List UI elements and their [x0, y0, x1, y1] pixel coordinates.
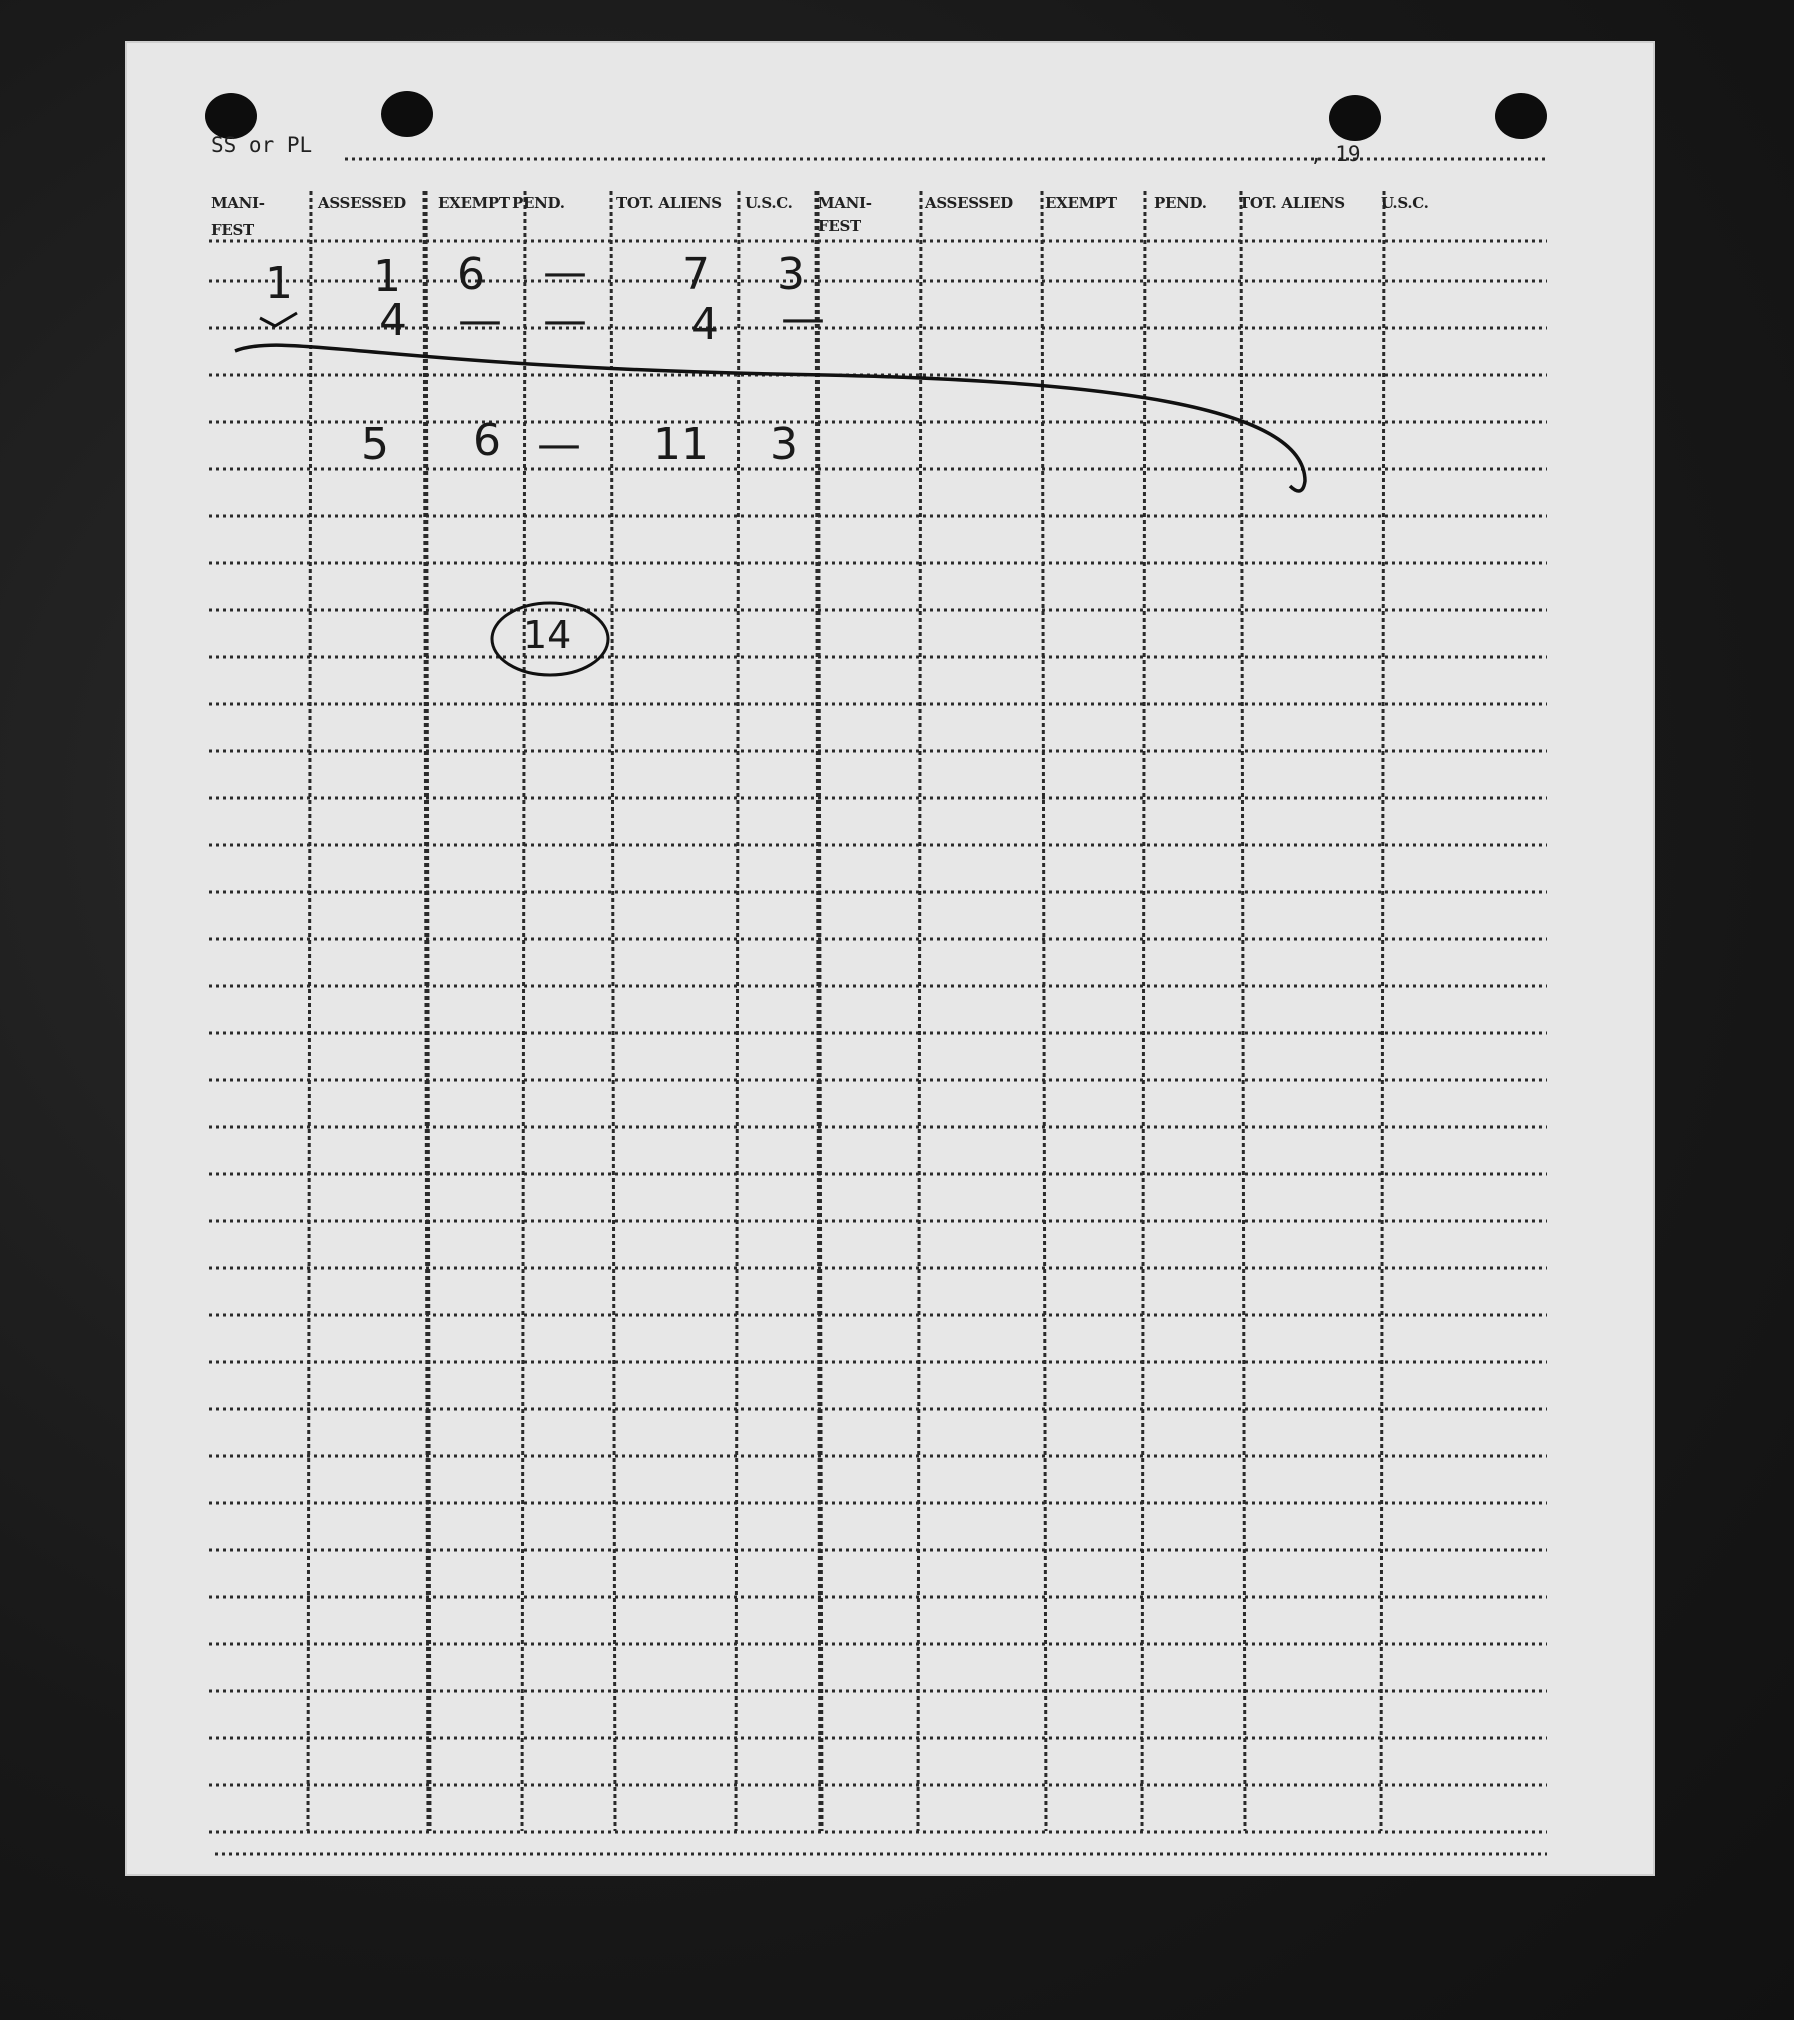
ss-or-pl-label: SS or PL: [211, 133, 313, 157]
header-manifest-cont: FEST: [211, 221, 254, 239]
total-pend: —: [537, 419, 581, 470]
header-assessed-right: ASSESSED: [925, 194, 1013, 212]
punch-hole: [381, 91, 433, 137]
column-rules: [308, 191, 1384, 1831]
row2-usc: —: [781, 293, 825, 344]
form-grid: [125, 41, 1655, 1876]
row1-exempt: 6: [457, 249, 485, 300]
column-rule: [736, 191, 739, 1831]
column-rule: [1142, 191, 1145, 1831]
total-exempt: 6: [473, 415, 501, 466]
header-assessed: ASSESSED: [318, 194, 406, 212]
header-manifest-right: MANI-: [818, 194, 872, 212]
column-rule: [1241, 191, 1245, 1831]
manifest-form-sheet: [125, 41, 1655, 1876]
row1-usc: 3: [777, 249, 805, 300]
row2-exempt: —: [458, 295, 502, 346]
punch-hole: [1329, 95, 1381, 141]
header-manifest-right-cont: FEST: [818, 217, 861, 235]
row1-assessed: 1: [373, 251, 401, 302]
row1-tot-aliens: 7: [682, 249, 710, 300]
column-rule: [611, 191, 615, 1831]
total-assessed: 5: [361, 419, 389, 470]
circled-grand-total: 14: [523, 613, 572, 657]
row2-tot-aliens: 4: [691, 299, 719, 350]
header-manifest: MANI-: [211, 194, 265, 212]
header-usc: U.S.C.: [745, 194, 793, 212]
total-tot-aliens: 11: [653, 419, 709, 470]
header-exempt-right: EXEMPT: [1045, 194, 1117, 212]
column-rule: [1042, 191, 1046, 1831]
year-label: , 19: [1310, 142, 1361, 166]
row1-manifest: 1: [265, 258, 293, 309]
column-rule: [817, 191, 821, 1831]
row-rules: [209, 159, 1547, 1854]
row2-assessed: 4: [379, 295, 407, 346]
header-pend: PEND.: [512, 194, 565, 212]
column-rule: [425, 191, 429, 1831]
header-usc-right: U.S.C.: [1381, 194, 1429, 212]
row2-pend: —: [543, 295, 587, 346]
column-rule: [1381, 191, 1384, 1831]
header-tot-aliens: TOT. ALIENS: [616, 194, 722, 212]
column-rule: [522, 191, 525, 1831]
header-tot-aliens-right: TOT. ALIENS: [1239, 194, 1345, 212]
total-usc: 3: [770, 419, 798, 470]
header-exempt: EXEMPT: [438, 194, 510, 212]
row1-pend: —: [543, 247, 587, 298]
column-rule: [308, 191, 311, 1831]
column-rule: [918, 191, 921, 1831]
punch-hole: [1495, 93, 1547, 139]
header-pend-right: PEND.: [1154, 194, 1207, 212]
